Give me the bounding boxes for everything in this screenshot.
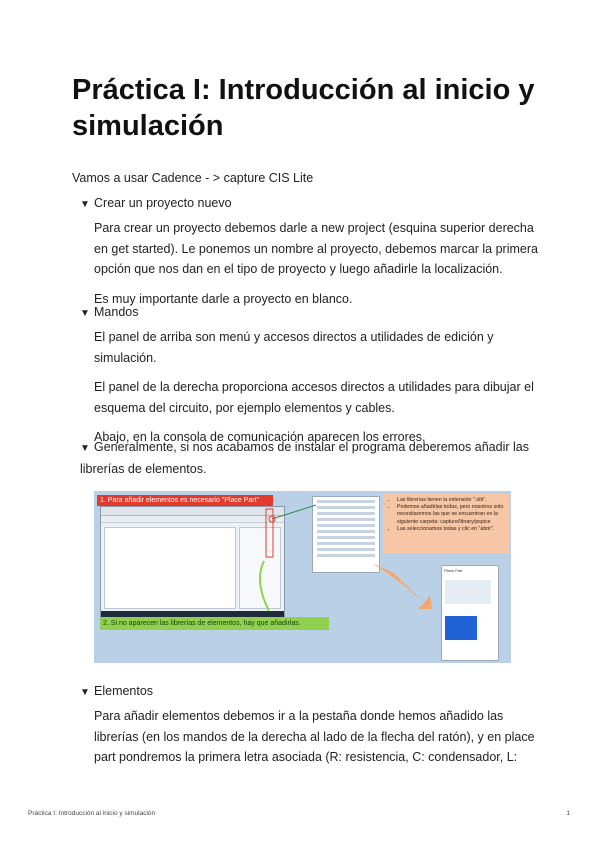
toggle-librerias[interactable]	[80, 437, 540, 480]
green-arrow-icon	[260, 561, 269, 611]
note-item: • Las seleccionamos todas y clic en "abrir".	[397, 526, 506, 533]
screenshot-figure	[94, 491, 511, 663]
toggle-heading: Generalmente, si nos acabamos de instalar el programa deberemos añadir las librerías de elementos.	[80, 440, 529, 476]
toggle-triangle-icon[interactable]: ▼	[80, 308, 90, 319]
paragraph: Para añadir elementos debemos ir a la pestaña donde hemos añadido las librerías (en los mandos de la derecha al lado de la flecha del ratón), y en place part pondremos la primera letra asociada (R: resistencia, C: condensador, L:	[94, 709, 535, 764]
note-item: • Las librerías tienen la extensión ".olb".	[397, 497, 506, 504]
footer-title: Práctica I: Introducción al inicio y simulación	[28, 810, 156, 817]
paragraph: El panel de arriba son menú y accesos directos a utilidades de edición y simulación.	[94, 330, 494, 365]
paragraph: Abajo, en la consola de comunicación aparecen los errores.	[94, 430, 426, 444]
toggle-heading: Elementos	[94, 684, 154, 698]
annotation-red-label: 1. Para añadir elementos es necesario "Place Part"	[97, 495, 273, 506]
toggle-triangle-icon[interactable]: ▼	[80, 443, 90, 454]
orange-arrow-icon	[372, 563, 432, 609]
toggle-crear-proyecto[interactable]	[80, 193, 540, 215]
toggle-triangle-icon[interactable]: ▼	[80, 687, 90, 698]
page-title: Práctica I: Introducción al inicio y simulación	[72, 74, 535, 142]
page-number: 1	[566, 810, 570, 817]
paragraph: Para crear un proyecto debemos darle a new project (esquina superior derecha en get started). Le ponemos un nombre al proyecto, debemos marcar la primera opción que nos dan en el tipo de proyecto y luego añadirle la localización.	[94, 221, 538, 276]
paragraph: Es muy importante darle a proyecto en blanco.	[94, 291, 353, 306]
section-elementos-body	[94, 706, 540, 777]
annotation-arrows	[94, 491, 511, 663]
dialog-title: Place Part	[444, 568, 463, 573]
toggle-heading: Crear un proyecto nuevo	[94, 196, 232, 210]
annotation-green-label: 2. Si no aparecen las librerías de elementos, hay que añadirlas.	[100, 617, 329, 630]
toggle-triangle-icon[interactable]: ▼	[80, 199, 90, 210]
toggle-elementos[interactable]	[80, 681, 540, 703]
paragraph: El panel de la derecha proporciona accesos directos a utilidades para dibujar el esquema del circuito, por ejemplo elementos y cables.	[94, 380, 534, 415]
toggle-heading: Mandos	[94, 305, 139, 319]
note-item: • Podemos añadirlas todas, pero nosotros solo necesitaremos las que se encuentran en la siguiente carpeta: capture/library/pspice	[397, 504, 506, 526]
intro-text: Vamos a usar Cadence - > capture CIS Lite	[72, 171, 314, 185]
toggle-mandos[interactable]	[80, 302, 540, 324]
